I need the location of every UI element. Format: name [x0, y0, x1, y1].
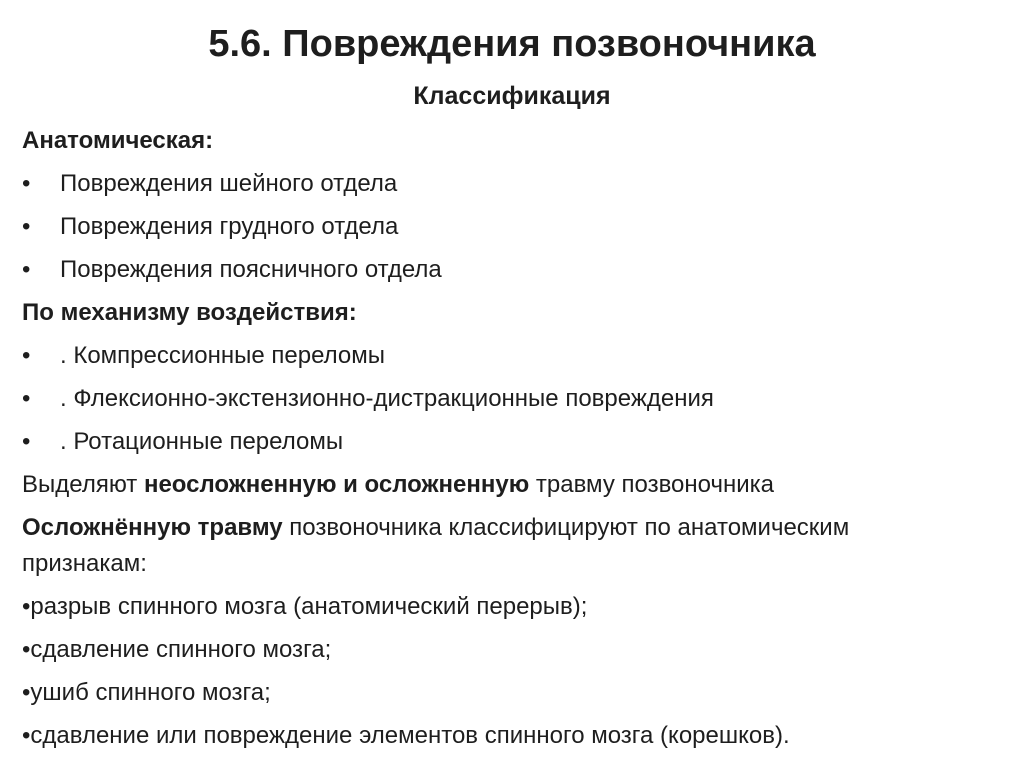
distinguish-suffix: травму позвоночника [529, 471, 775, 498]
sign-item: •сдавление или повреждение элементов спинного мозга (корешков). [22, 722, 790, 749]
sign-item: •разрыв спинного мозга (анатомический перерыв); [22, 593, 588, 620]
bullet-icon: • [22, 428, 31, 455]
bullet-icon: • [22, 342, 31, 369]
anatomical-heading: Анатомическая: [22, 127, 214, 154]
complicated-line-2: признакам: [22, 550, 147, 577]
list-item-text: . Флексионно-экстензионно-дистракционные повреждения [60, 385, 714, 412]
bullet-icon: • [22, 170, 31, 197]
sign-item: •ушиб спинного мозга; [22, 679, 271, 706]
bullet-icon: • [22, 256, 31, 283]
list-item-text: . Компрессионные переломы [60, 342, 385, 369]
list-item [22, 382, 714, 416]
distinguish-prefix: Выделяют [22, 471, 144, 498]
bullet-icon: • [22, 385, 31, 412]
distinguish-line [22, 468, 774, 502]
complicated-line-1 [22, 511, 849, 545]
list-item-text: . Ротационные переломы [60, 428, 344, 455]
list-item [22, 210, 398, 244]
list-item-text: Повреждения шейного отдела [60, 170, 398, 197]
sign-item: •сдавление спинного мозга; [22, 636, 332, 663]
list-item [22, 167, 397, 201]
list-item [22, 339, 385, 373]
complicated-text: позвоночника классифицируют по анатомическим [282, 514, 850, 541]
mechanism-heading: По механизму воздействия: [22, 299, 357, 326]
list-item [22, 425, 343, 459]
complicated-bold: Осложнённую травму [22, 514, 283, 541]
list-item-text: Повреждения грудного отдела [60, 213, 399, 240]
bullet-icon: • [22, 213, 31, 240]
slide-title: 5.6. Повреждения позвоночника [208, 23, 816, 65]
distinguish-bold: неосложненную и осложненную [143, 471, 530, 498]
slide-subtitle: Классификация [413, 82, 611, 110]
list-item-text: Повреждения поясничного отдела [60, 256, 442, 283]
list-item [22, 253, 442, 287]
